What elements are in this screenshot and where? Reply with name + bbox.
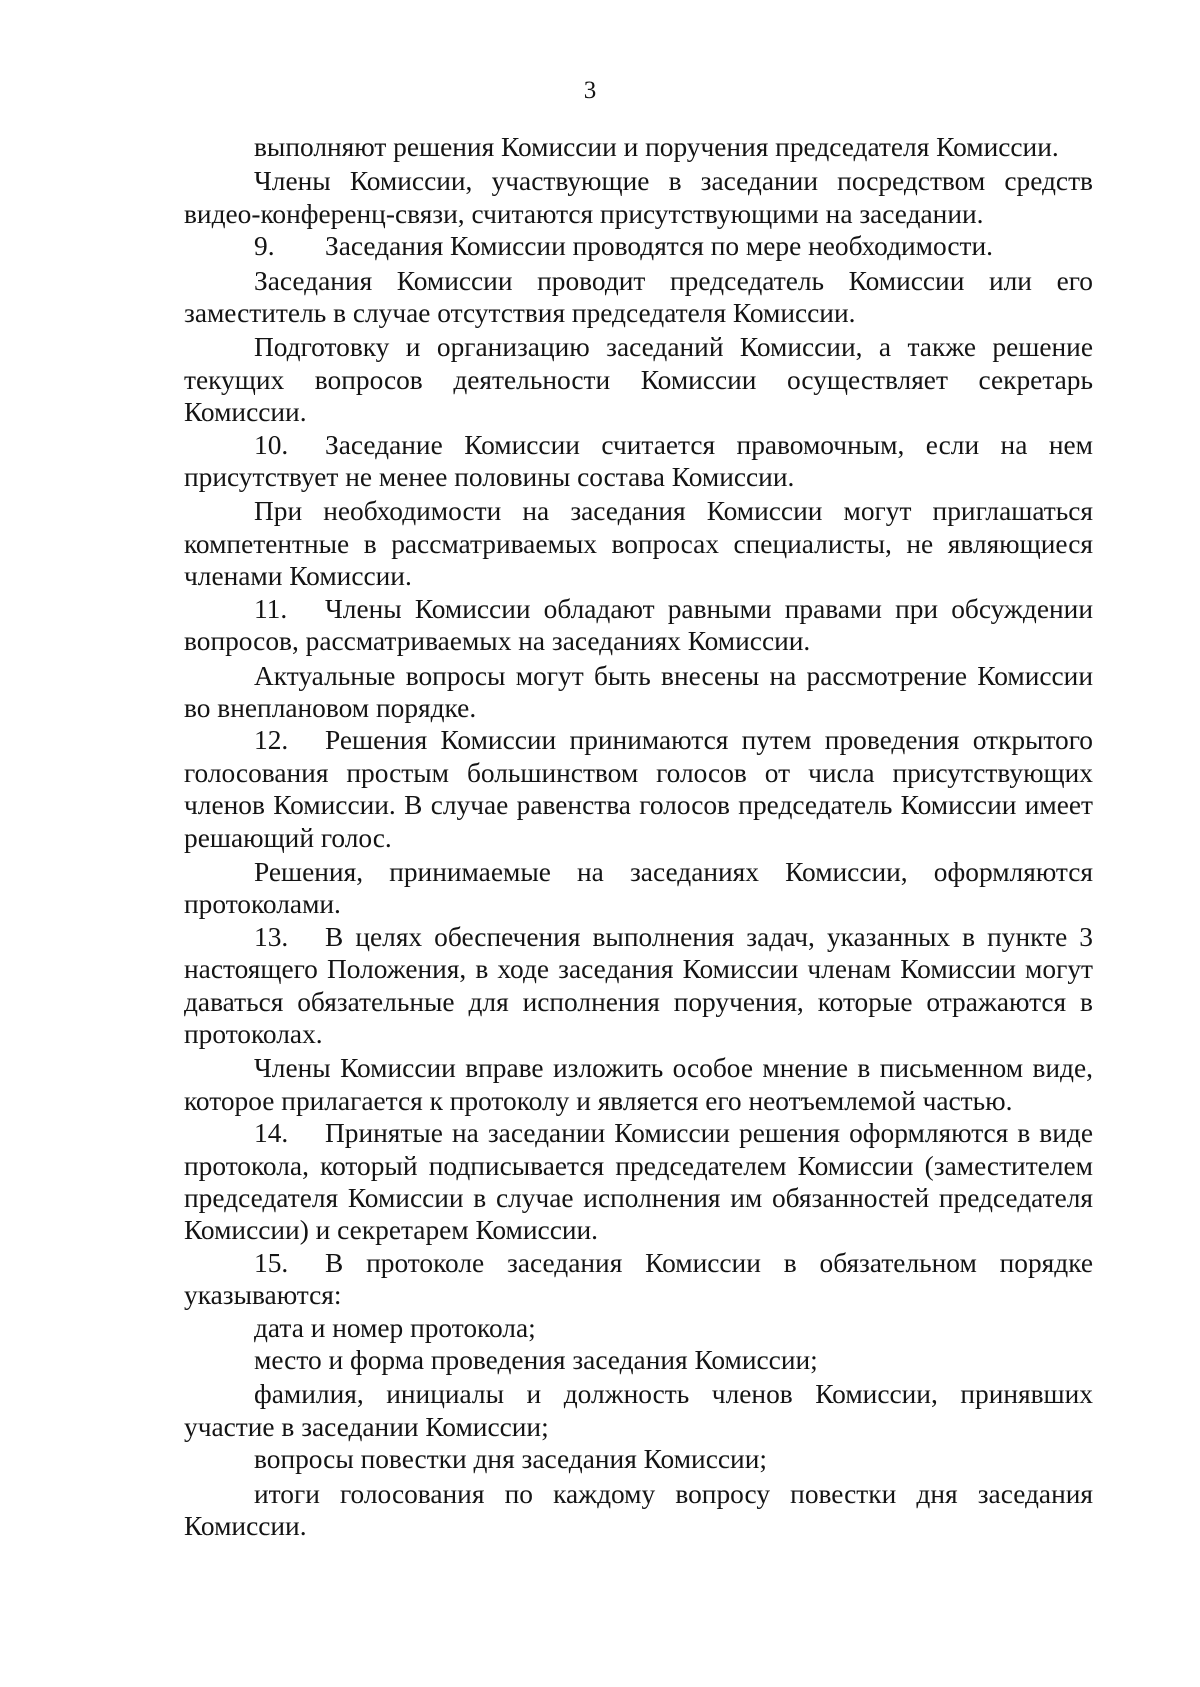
paragraph (184, 1052, 1093, 1117)
numbered-paragraph (184, 593, 1093, 658)
numbered-paragraph (184, 230, 1093, 262)
paragraph (184, 495, 1093, 592)
paragraph (184, 660, 1093, 725)
list-item (184, 1312, 1093, 1344)
document-body (184, 131, 1093, 1542)
paragraph-text: Решения, принимаемые на заседаниях Комиссии, оформляются протоколами. (184, 856, 1093, 920)
paragraph-text: Решения Комиссии принимаются путем проведения открытого голосования простым большинством голосов от числа присутствующих членов Комиссии. В случае равенства голосов председатель Комиссии имеет решающий голос. (184, 725, 1093, 853)
paragraph-text: итоги голосования по каждому вопросу повестки дня заседания Комиссии. (184, 1478, 1093, 1542)
numbered-paragraph (184, 921, 1093, 1051)
paragraph-text: Члены Комиссии вправе изложить особое мнение в письменном виде, которое прилагается к протоколу и является его неотъемлемой частью. (184, 1053, 1093, 1116)
paragraph-text: выполняют решения Комиссии и поручения председателя Комиссии. (254, 132, 1059, 162)
clause-number: 13. (254, 921, 289, 952)
clause-number: 12. (254, 725, 289, 756)
list-item (184, 1378, 1093, 1443)
paragraph-text: Принятые на заседании Комиссии решения оформляются в виде протокола, который подписывается председателем Комиссии (заместителем председателя Комиссии в случае исполнения им обязанностей председателя Комиссии) и секретарем Комиссии. (184, 1118, 1093, 1246)
paragraph (184, 165, 1093, 230)
clause-number: 15. (254, 1247, 289, 1278)
paragraph-text: Заседание Комиссии считается правомочным, если на нем присутствует не менее половины состава Комиссии. (184, 429, 1093, 493)
paragraph (184, 265, 1093, 330)
paragraph-text: фамилия, инициалы и должность членов Комиссии, принявших участие в заседании Комиссии; (184, 1379, 1093, 1442)
paragraph (184, 331, 1093, 428)
paragraph-text: Подготовку и организацию заседаний Комиссии, а также решение текущих вопросов деятельности Комиссии осуществляет секретарь Комиссии. (184, 332, 1093, 428)
paragraph-text: В протоколе заседания Комиссии в обязательном порядке указываются: (184, 1247, 1093, 1311)
clause-number: 11. (254, 593, 288, 624)
list-item (184, 1344, 1093, 1376)
list-item (184, 1478, 1093, 1543)
clause-number: 14. (254, 1118, 289, 1149)
paragraph-text: Члены Комиссии, участвующие в заседании посредством средств видео-конференц-связи, считаются присутствующими на заседании. (184, 166, 1093, 229)
paragraph-text: вопросы повестки дня заседания Комиссии; (254, 1444, 767, 1475)
clause-number: 10. (254, 429, 289, 460)
paragraph (184, 131, 1093, 163)
numbered-paragraph (184, 429, 1093, 494)
numbered-paragraph (184, 1247, 1093, 1312)
paragraph-text: Заседания Комиссии проводит председатель Комиссии или его заместитель в случае отсутствия председателя Комиссии. (184, 265, 1093, 329)
paragraph-text: дата и номер протокола; (254, 1312, 536, 1343)
paragraph-text: При необходимости на заседания Комиссии могут приглашаться компетентные в рассматриваемых вопросах специалисты, не являющиеся членами Комиссии. (184, 496, 1093, 592)
paragraph-text: Актуальные вопросы могут быть внесены на рассмотрение Комиссии во внеплановом порядке. (184, 660, 1093, 723)
paragraph-text: место и форма проведения заседания Комиссии; (254, 1345, 818, 1376)
page-number: 3 (583, 77, 597, 104)
numbered-paragraph (184, 1117, 1093, 1247)
paragraph-text: В целях обеспечения выполнения задач, указанных в пункте 3 настоящего Положения, в ходе заседания Комиссии членам Комиссии могут даваться обязательные для исполнения поручения, которые отражаются в протоколах. (184, 921, 1093, 1049)
clause-number: 9. (254, 231, 275, 262)
paragraph-text: Заседания Комиссии проводятся по мере необходимости. (325, 231, 994, 262)
paragraph (184, 856, 1093, 921)
list-item (184, 1443, 1093, 1475)
paragraph-text: Члены Комиссии обладают равными правами при обсуждении вопросов, рассматриваемых на заседаниях Комиссии. (184, 593, 1093, 657)
numbered-paragraph (184, 724, 1093, 854)
